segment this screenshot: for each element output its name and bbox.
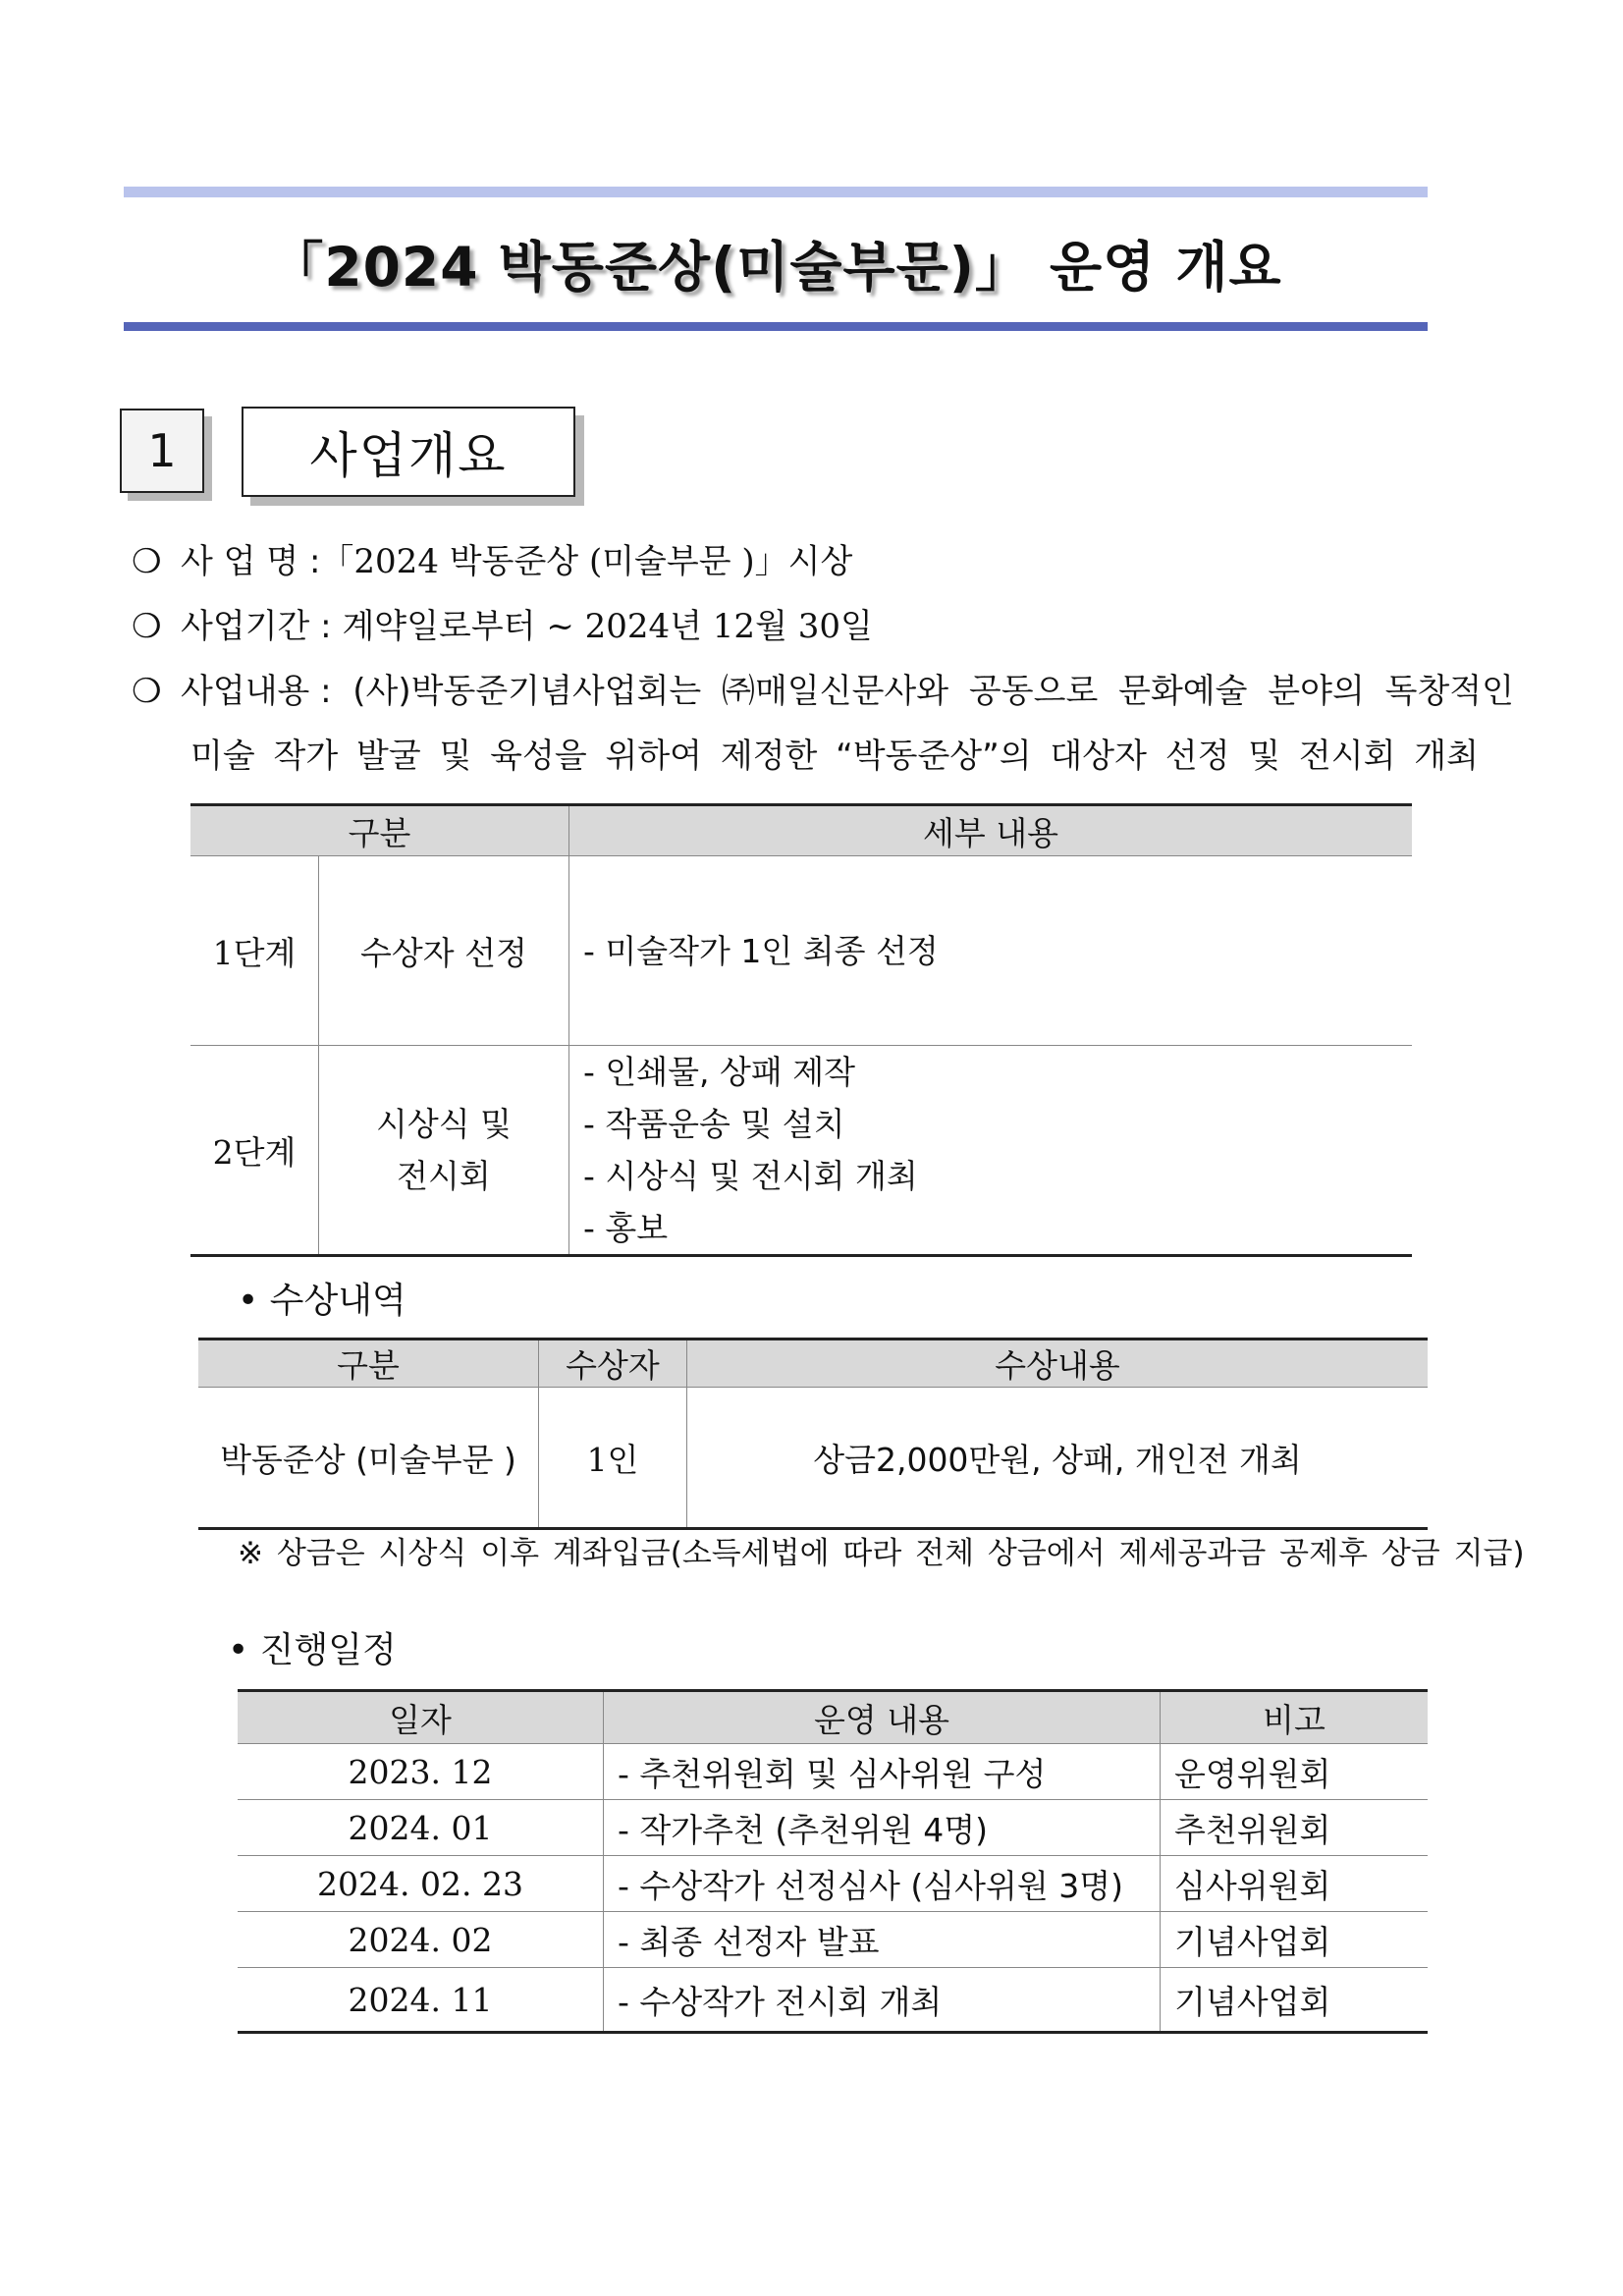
table-header: 구분 <box>198 1339 539 1388</box>
section-title-box: 사업개요 <box>242 407 575 497</box>
schedule-date-cell: 2024. 11 <box>238 1968 604 2033</box>
award-table <box>198 1338 1428 1530</box>
document-title-main: 「2024 박동준상(미술부문)」 <box>269 235 1030 299</box>
table-header: 수상내용 <box>687 1339 1429 1388</box>
award-heading: • 수상내역 <box>238 1281 406 1321</box>
award-note: ※ 상금은 시상식 이후 계좌입금(소득세법에 따라 전체 상금에서 제세공과금 공제후 상금 지급) <box>238 1536 1525 1571</box>
stage-detail-cell <box>569 1046 1413 1256</box>
table-header: 운영 내용 <box>604 1691 1161 1744</box>
section-number-box: 1 <box>120 409 204 493</box>
award-winner-cell: 1인 <box>539 1388 687 1529</box>
circle-bullet-icon: ❍ <box>132 672 162 711</box>
circle-bullet-icon: ❍ <box>132 607 162 646</box>
stage-name-cell: 수상자 선정 <box>319 856 569 1046</box>
stage-detail-cell <box>569 856 1413 1046</box>
table-row <box>238 1968 1428 2033</box>
stage-cell: 1단계 <box>190 856 319 1046</box>
schedule-date-cell: 2024. 02 <box>238 1912 604 1968</box>
schedule-content-cell: - 작가추천 (추천위원 4명) <box>604 1800 1161 1856</box>
overview-label: 사업기간 : <box>181 607 332 646</box>
stage-name-line: 시상식 및 <box>375 1105 512 1143</box>
schedule-note-cell: 추천위원회 <box>1161 1800 1429 1856</box>
schedule-date-cell: 2024. 02. 23 <box>238 1856 604 1912</box>
title-top-rule <box>124 187 1428 197</box>
overview-label: 사 업 명 : <box>181 542 321 581</box>
detail-line: - 시상식 및 전시회 개최 <box>583 1157 918 1195</box>
schedule-date-cell: 2024. 01 <box>238 1800 604 1856</box>
stage-table <box>190 803 1412 1257</box>
schedule-content-cell: - 최종 선정자 발표 <box>604 1912 1161 1968</box>
stage-name-line: 전시회 <box>397 1157 491 1195</box>
schedule-heading: • 진행일정 <box>228 1630 397 1670</box>
circle-bullet-icon: ❍ <box>132 542 162 581</box>
detail-line: - 작품운송 및 설치 <box>583 1105 845 1143</box>
schedule-table <box>238 1689 1428 2034</box>
table-row <box>190 1046 1412 1256</box>
schedule-content-cell: - 수상작가 전시회 개최 <box>604 1968 1161 2033</box>
table-header: 비고 <box>1161 1691 1429 1744</box>
table-row <box>238 1912 1428 1968</box>
overview-value: (사)박동준기념사업회는 ㈜매일신문사와 공동으로 문화예술 분야의 독창적인 <box>352 672 1514 711</box>
overview-value: 「2024 박동준상 (미술부문 )」시상 <box>320 542 853 581</box>
table-header: 구분 <box>190 805 569 856</box>
overview-item-project-content <box>132 668 1514 715</box>
schedule-note-cell: 심사위원회 <box>1161 1856 1429 1912</box>
overview-content-continuation: 미술 작가 발굴 및 육성을 위하여 제정한 “박동준상”의 대상자 선정 및 전시회 개최 <box>190 737 1479 776</box>
award-category-cell: 박동준상 (미술부문 ) <box>198 1388 539 1529</box>
document-title <box>124 218 1428 306</box>
table-row <box>238 1856 1428 1912</box>
table-row <box>238 1800 1428 1856</box>
table-row <box>238 1744 1428 1800</box>
overview-item-project-name <box>132 538 852 585</box>
table-header: 일자 <box>238 1691 604 1744</box>
schedule-note-cell: 기념사업회 <box>1161 1912 1429 1968</box>
table-row <box>198 1388 1428 1529</box>
award-content-cell: 상금2,000만원, 상패, 개인전 개최 <box>687 1388 1429 1529</box>
overview-value: 계약일로부터 ~ 2024년 12월 30일 <box>342 607 873 646</box>
schedule-note-cell: 기념사업회 <box>1161 1968 1429 2033</box>
table-row <box>190 856 1412 1046</box>
schedule-date-cell: 2023. 12 <box>238 1744 604 1800</box>
title-bottom-rule <box>124 322 1428 331</box>
stage-cell: 2단계 <box>190 1046 319 1256</box>
schedule-note-cell: 운영위원회 <box>1161 1744 1429 1800</box>
document-title-suffix: 운영 개요 <box>1049 235 1282 299</box>
table-header: 수상자 <box>539 1339 687 1388</box>
detail-line: - 미술작가 1인 최종 선정 <box>583 931 939 970</box>
overview-item-project-period <box>132 603 873 650</box>
detail-line: - 인쇄물, 상패 제작 <box>583 1053 856 1091</box>
stage-name-cell <box>319 1046 569 1256</box>
overview-label: 사업내용 : <box>181 672 332 711</box>
schedule-content-cell: - 수상작가 선정심사 (심사위원 3명) <box>604 1856 1161 1912</box>
detail-line: - 홍보 <box>583 1209 669 1247</box>
schedule-content-cell: - 추천위원회 및 심사위원 구성 <box>604 1744 1161 1800</box>
table-header: 세부 내용 <box>569 805 1413 856</box>
